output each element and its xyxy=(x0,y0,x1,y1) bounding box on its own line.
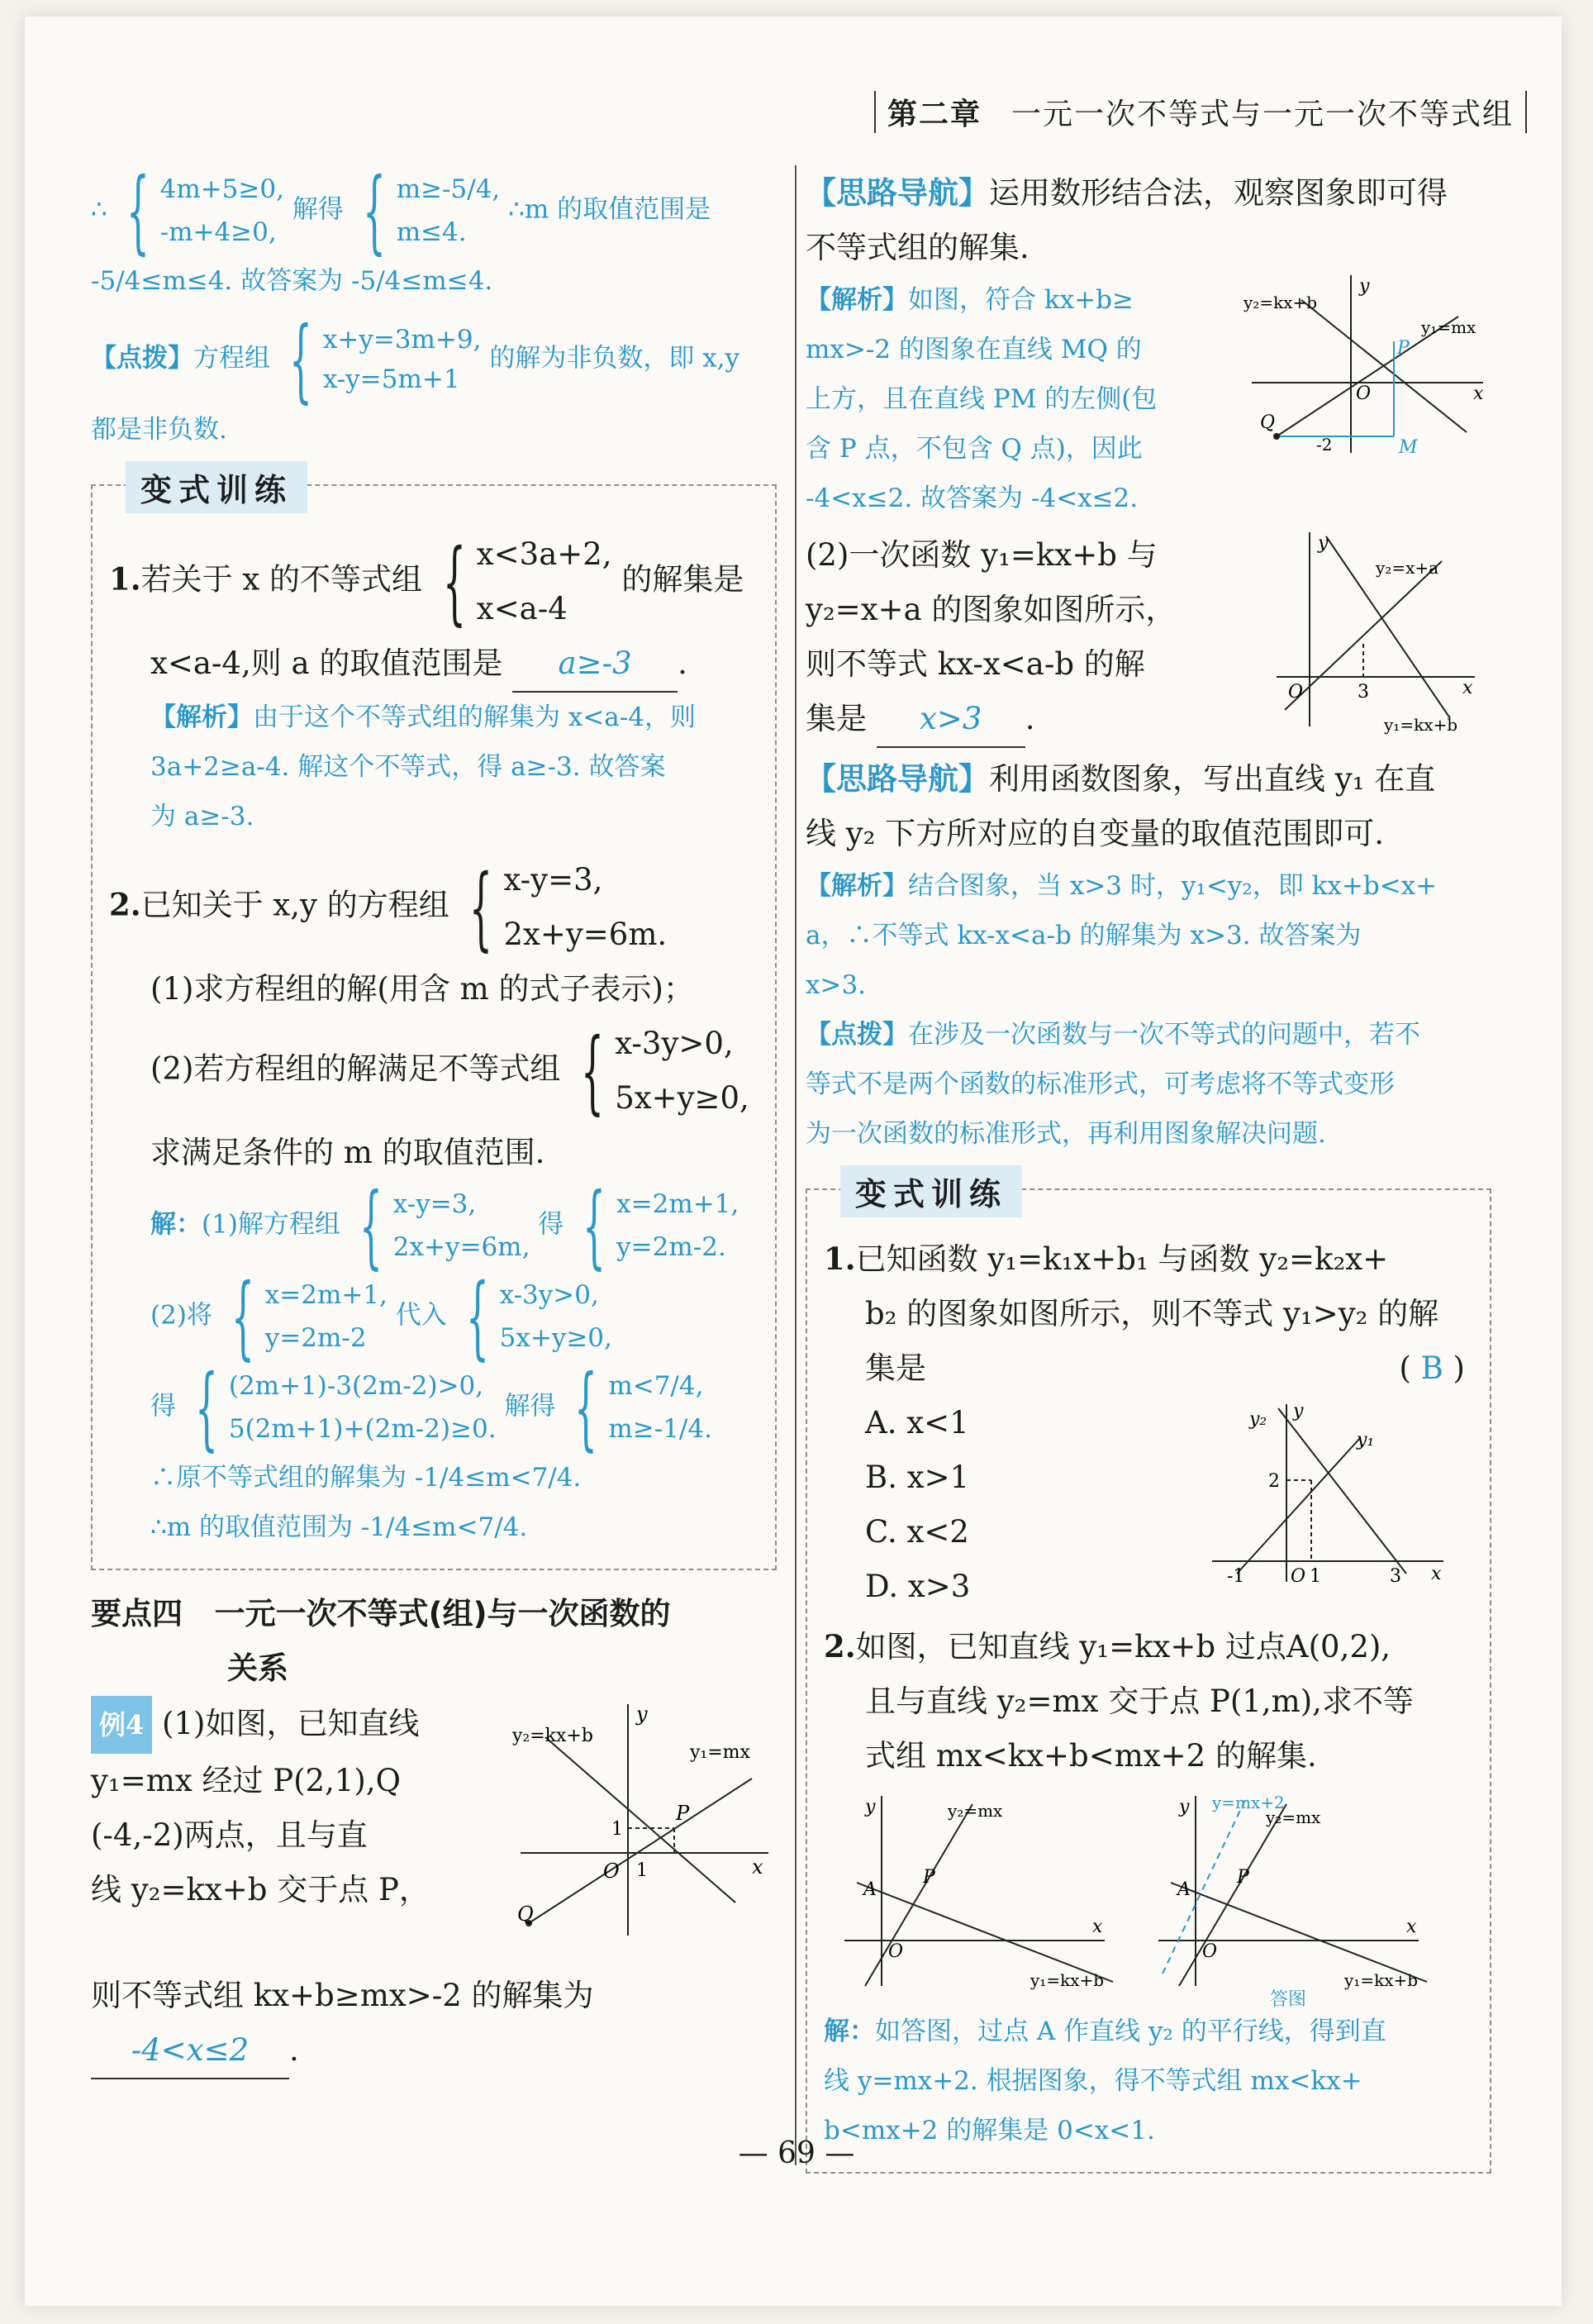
f1-y-label: y xyxy=(1359,276,1370,297)
f3-tick-m1: -1 xyxy=(1227,1566,1245,1586)
option-c: C. x<2 xyxy=(865,1514,969,1550)
f6-point-P: P xyxy=(1237,1867,1249,1888)
f4-point-P: P xyxy=(676,1802,690,1825)
f1-x-label: x xyxy=(1473,383,1484,404)
f1-point-M: M xyxy=(1399,437,1418,457)
answer-blank: a≥-3 xyxy=(512,636,678,693)
f5-point-P: P xyxy=(923,1867,935,1888)
f3-y2-label: y₂ xyxy=(1249,1409,1267,1430)
f4-y2-label: y₂=kx+b xyxy=(512,1726,593,1746)
example-tag: 例4 xyxy=(91,1696,152,1754)
key-point-4: 要点四 一元一次不等式(组)与一次函数的 关系 例4 (1)如图，已知直线 y₁=mx 经过 P(2,1),Q (-4,-2)两点，且与直 线 y₂=kx+b 交于点 P， y x y₂=kx+b y₁=mx P O 1 1 Q 则不等式组 kx+b≥mx>-2 的解集为 -4<x≤2 . xyxy=(91,1587,777,2079)
variant-training-title-right: 变式训练 xyxy=(840,1165,1022,1217)
f6-point-A: A xyxy=(1177,1879,1191,1900)
option-d: D. x>3 xyxy=(865,1569,971,1604)
f2-y1-label: y₁=kx+b xyxy=(1384,715,1458,735)
right-column: 【思路导航】运用数形结合法，观察图象即可得 不等式组的解集. 【解析】如图，符合 kx+b≥ mx>-2 的图象在直线 MQ 的 上方，且在直线 PM 的左侧(包 含 P 点，不包含 Q 点)，因此 -4<x≤2. 故答案为 -4<x≤2. y x y₂=kx+b y₁=mx P O Q M -2 (2)一次函数 y₁=kx+b 与 y₂=x+a 的图象如图所示， 则不等式 kx-x<a-b 的解 集是 x>3 . y x y₂=x+a y₁=kx+b O 3 【思路导航】利用函数图象，写出直线 y₁ 在直 线 y₂ 下方所对应的自变量的取值范围即可. 【解析】结合图象，当 x>3 时，y₁<y₂，即 kx+b<x+ a，∴不等式 kx-x<a-b 的解集为 x>3. 故答案为 x>3. 【点拨】在涉及一次函数与一次不等式的问题中，若不 等式不是两个函数的标准形式，可考虑将不等式变形 为一次函数的标准形式，再利用图象解决问题. 变式训练 1.已知函数 y₁=k₁x+b₁ 与函数 y₂=k₂x+ b₂ 的图象如图所示，则不等式 y₁>y₂ 的解 集是 ( B ) A. x<1 B. x>1 C. x<2 D. x>3 y x y₂ y₁ 2 -1 O 1 3 2.如图，已知直线 y₁=kx+b 过点A(0,2), 且与直线 y₂=mx 交于点 P(1,m),求不等 式组 mx<kx+b<mx+2 的解集. y x y₂=mx y₁=kx+b A P O y x y=mx+2 y₂=mx y₁=kx+b A P O 答图 解：如答图，过点 A 作直线 y₂ 的平行线，得到直 线 y=mx+2. 根据图象，得不等式组 mx<kx+ b<mx+2 的解集是 0<x<1. xyxy=(806,165,1491,2174)
f6-y3-label: y=mx+2 xyxy=(1212,1793,1285,1812)
f4-origin: O xyxy=(603,1860,620,1883)
f1-point-Q: Q xyxy=(1260,412,1276,433)
f3-y-label: y xyxy=(1293,1401,1304,1422)
f6-x-label: x xyxy=(1406,1917,1417,1937)
top-tip: 【点拨】方程组 { x+y=3m+9, x-y=5m+1 的解为非负数，即 x,y xyxy=(91,307,740,412)
f6-y1-label: y₁=kx+b xyxy=(1344,1970,1419,1990)
f2-tick-3: 3 xyxy=(1358,682,1369,702)
f3-tick-1: 1 xyxy=(1310,1566,1321,1586)
question-1: 1.若关于 x 的不等式组 { x<3a+2, x<a-4 的解集是 xyxy=(109,529,744,635)
q2-solution-1: 解：(1)解方程组 { x-y=3, 2x+y=6m, 得 { x=2m+1, y=2m-2. xyxy=(150,1173,739,1279)
f2-y-label: y xyxy=(1318,533,1329,554)
f3-x-label: x xyxy=(1431,1564,1442,1584)
figure-variant-2-answer xyxy=(1154,1792,1460,2007)
option-a: A. x<1 xyxy=(865,1405,969,1441)
f1-origin: O xyxy=(1356,383,1372,404)
f2-origin: O xyxy=(1288,682,1304,702)
f1-y2-label: y₂=kx+b xyxy=(1243,293,1318,312)
figure-variant-1 xyxy=(1204,1396,1452,1586)
f4-point-Q: Q xyxy=(517,1903,534,1926)
f3-tick-3: 3 xyxy=(1390,1566,1401,1586)
answer-figure-caption: 答图 xyxy=(1270,1989,1307,2007)
f2-x-label: x xyxy=(1462,678,1473,698)
f5-y-label: y xyxy=(865,1797,876,1817)
chapter-header xyxy=(874,91,1527,133)
q2-solution-3: 得 { (2m+1)-3(2m-2)>0, 5(2m+1)+(2m-2)≥0. 解得 { m<7/4, m≥-1/4. xyxy=(150,1355,712,1460)
figure-example4 xyxy=(512,1696,777,1944)
f4-tick-y1: 1 xyxy=(611,1819,623,1840)
question-2: 2.已知关于 x,y 的方程组 { x-y=3, 2x+y=6m. xyxy=(109,855,668,960)
example4-2-answer-blank: x>3 xyxy=(877,692,1025,748)
variant-training-box-right: 变式训练 1.已知函数 y₁=k₁x+b₁ 与函数 y₂=k₂x+ b₂ 的图象如图所示，则不等式 y₁>y₂ 的解 集是 ( B ) A. x<1 B. x>1 C. x<2 D. x>3 y x y₂ y₁ 2 -1 O 1 3 2.如图，已知直线 y₁=kx+b 过点A(0,2), 且与直线 y₂=mx 交于点 P(1,m),求不等 式组 mx<kx+b<mx+2 的解集. y x y₂=mx y₁=kx+b A P O y x y=mx+2 y₂=mx y₁=kx+b A P O 答图 解：如答图，过点 A 作直线 y₂ 的平行线，得到直 线 y=mx+2. 根据图象，得不等式组 mx<kx+ b<mx+2 的解集是 0<x<1. xyxy=(806,1188,1491,2174)
f6-y2-label: y₂=mx xyxy=(1266,1807,1321,1827)
choice-answer: B xyxy=(1420,1350,1443,1386)
f4-x-label: x xyxy=(752,1855,763,1879)
top-solution: ∴ { 4m+5≥0, -m+4≥0, 解得 { m≥-5/4, m≤4. ∴m 的取值范围是 xyxy=(91,158,711,264)
figure-variant-2 xyxy=(840,1792,1146,1990)
f1-y1-label: y₁=mx xyxy=(1421,317,1476,337)
column-divider xyxy=(795,165,796,2165)
q2-solution-2: (2)将 { x=2m+1, y=2m-2 代入 { x-3y>0, 5x+y≥0, xyxy=(150,1264,612,1369)
f3-y1-label: y₁ xyxy=(1357,1430,1375,1450)
figure-example4-answer xyxy=(1243,267,1491,457)
f3-tick-2: 2 xyxy=(1268,1471,1280,1492)
f1-tick-m2: -2 xyxy=(1316,435,1333,455)
top-answer-line: -5/4≤m≤4. 故答案为 -5/4≤m≤4. xyxy=(91,266,493,296)
left-column: ∴ { 4m+5≥0, -m+4≥0, 解得 { m≥-5/4, m≤4. ∴m 的取值范围是 -5/4≤m≤4. 故答案为 -5/4≤m≤4. 【点拨】方程组 { x+y=3m+9, x-y=5m+1 的解为非负数，即 x,y 都是非负数. 变式训练 1.若关于 x 的不等式组 { x<3a+2, x<a-4 的解集是 x<a-4,则 a 的取值范围是 a≥-3 . 【解析】由于这个不等式组的解集为 x<a-4，则 3a+2≥a-4. 解这个不等式，得 a≥-3. 故答案 为 a≥-3. 2.已知关于 x,y 的方程组 { x-y=3, 2x+y=6m. (1)求方程组的解(用含 m 的式子表示)； (2)若方程组的解满足不等式组 { x-3y>0, 5x+y≥0, 求满足条件的 m 的取值范围. 解：(1)解方程组 { x-y=3, 2x+y=6m, 得 { x=2m+1, y=2m-2. (2)将 { x=2m+1, y=2m-2 代入 { x-3y>0, 5x+y≥0, 得 { (2m+1)-3(2m-2)>0, 5(2m+1)+(2m-2)≥0. 解得 { m<7/4, m≥-1/4. ∴原不等式组的解集为 -1/4≤m<7/4. ∴m 的取值范围为 -1/4≤m<7/4. 要点四 一元一次不等式(组)与一次函数的 关系 例4 (1)如图，已知直线 y₁=mx 经过 P(2,1),Q (-4,-2)两点，且与直 线 y₂=kx+b 交于点 P， y x y₂=kx+b y₁=mx P O 1 1 Q 则不等式组 kx+b≥mx>-2 的解集为 -4<x≤2 . xyxy=(91,165,777,2079)
f5-origin: O xyxy=(888,1941,904,1962)
f6-origin: O xyxy=(1202,1941,1218,1962)
f5-point-A: A xyxy=(863,1879,877,1900)
q1-solution: 【解析】由于这个不等式组的解集为 x<a-4，则 xyxy=(150,702,696,732)
nav-1: 【思路导航】运用数形结合法，观察图象即可得 xyxy=(806,174,1448,211)
f5-y1-label: y₁=kx+b xyxy=(1030,1970,1105,1990)
f6-y-label: y xyxy=(1179,1797,1190,1817)
f4-y1-label: y₁=mx xyxy=(690,1742,750,1763)
question-1-line2: x<a-4,则 a 的取值范围是 a≥-3 . xyxy=(109,636,758,693)
chapter-label: 第二章 xyxy=(887,97,982,131)
figure-example4-2 xyxy=(1277,528,1483,735)
f1-point-P: P xyxy=(1397,338,1410,359)
chapter-title: 一元一次不等式与一元一次不等式组 xyxy=(1010,98,1514,131)
f5-y2-label: y₂=mx xyxy=(948,1801,1003,1821)
f2-y2-label: y₂=x+a xyxy=(1376,558,1439,578)
option-b: B. x>1 xyxy=(865,1460,970,1495)
example4-answer-blank: -4<x≤2 xyxy=(91,2023,289,2079)
f4-y-label: y xyxy=(636,1703,648,1726)
page-number: — 69 — xyxy=(738,2136,855,2170)
variant-training-title: 变式训练 xyxy=(126,461,307,513)
variant-training-box-left: 变式训练 1.若关于 x 的不等式组 { x<3a+2, x<a-4 的解集是 x<a-4,则 a 的取值范围是 a≥-3 . 【解析】由于这个不等式组的解集为 x<a-4，则 3a+2≥a-4. 解这个不等式，得 a≥-3. 故答案 为 a≥-3. 2.已知关于 x,y 的方程组 { x-y=3, 2x+y=6m. (1)求方程组的解(用含 m 的式子表示)； (2)若方程组的解满足不等式组 { x-3y>0, 5x+y≥0, 求满足条件的 m 的取值范围. 解：(1)解方程组 { x-y=3, 2x+y=6m, 得 { x=2m+1, y=2m-2. (2)将 { x=2m+1, y=2m-2 代入 { x-3y>0, 5x+y≥0, 得 { (2m+1)-3(2m-2)>0, 5(2m+1)+(2m-2)≥0. 解得 { m<7/4, m≥-1/4. ∴原不等式组的解集为 -1/4≤m<7/4. ∴m 的取值范围为 -1/4≤m<7/4. xyxy=(91,484,777,1570)
f4-tick-x1: 1 xyxy=(636,1860,648,1881)
f3-origin: O xyxy=(1291,1566,1306,1586)
f5-x-label: x xyxy=(1092,1917,1103,1937)
